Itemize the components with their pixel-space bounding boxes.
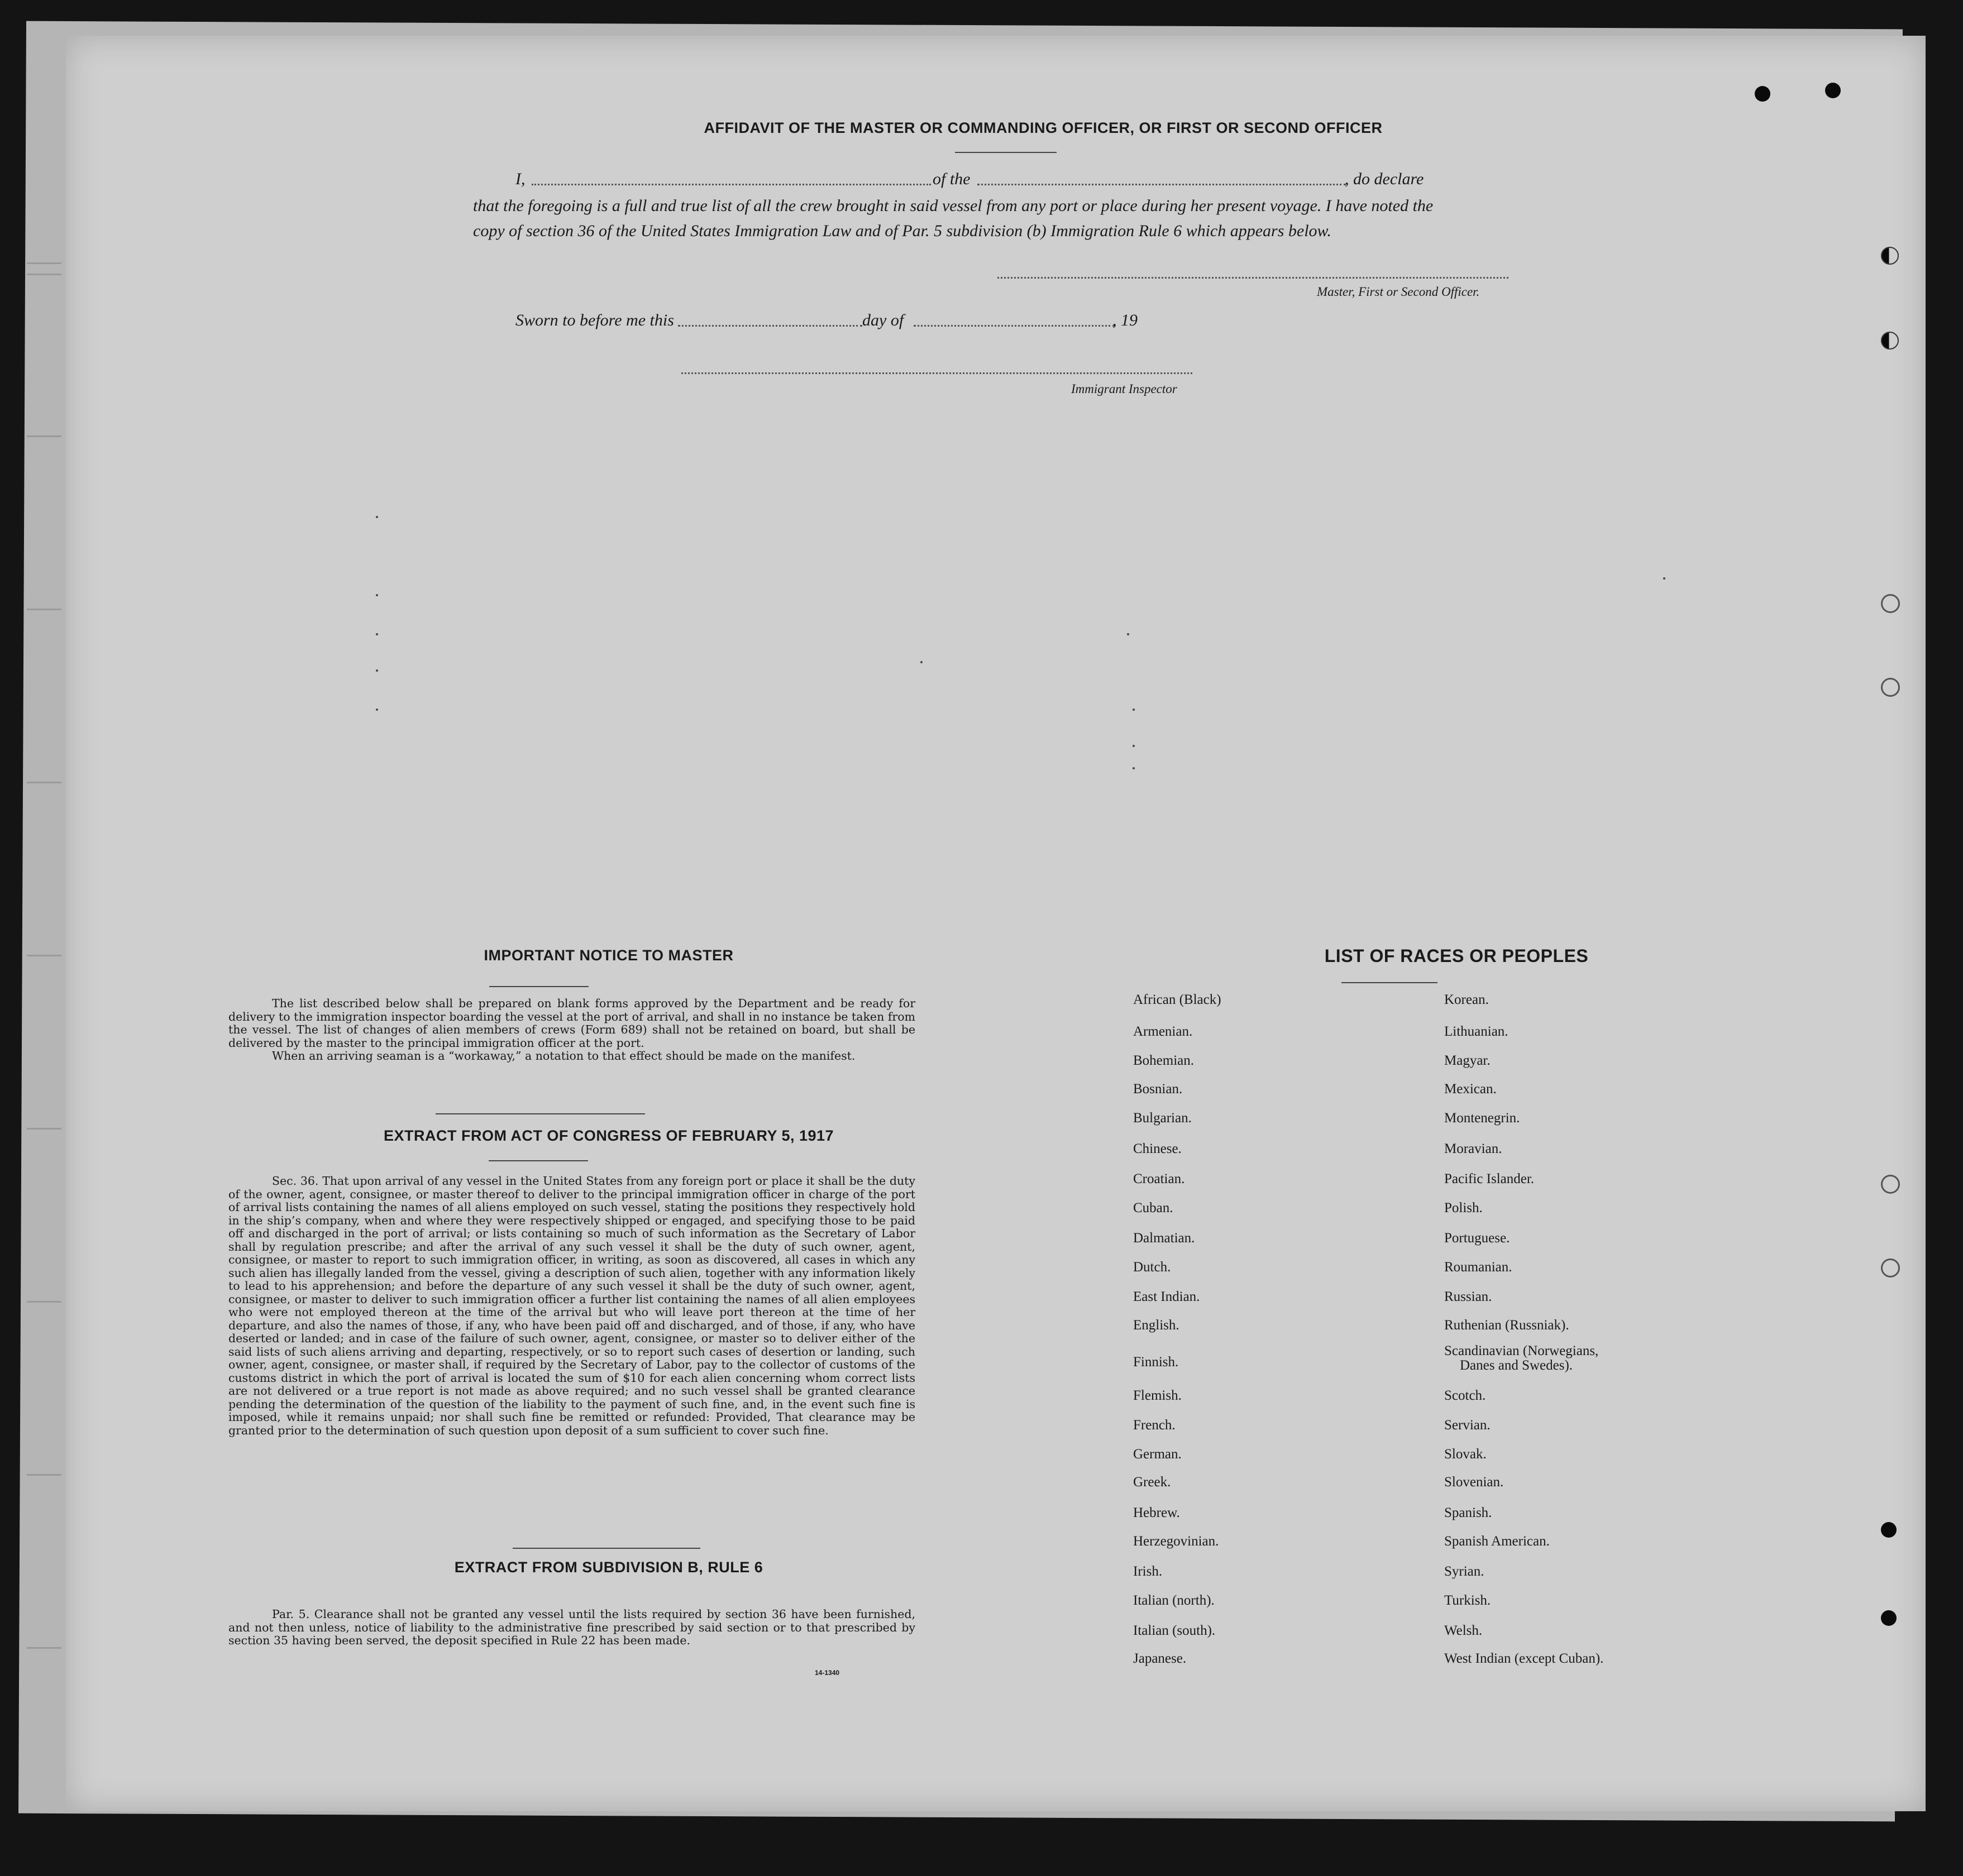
race-item: Danes and Swedes).	[1460, 1358, 1573, 1373]
sworn-month-blank[interactable]	[914, 325, 1115, 327]
race-item: East Indian.	[1133, 1289, 1200, 1304]
race-item: Korean.	[1444, 992, 1489, 1007]
form-page	[66, 36, 1926, 1811]
race-item: Welsh.	[1444, 1623, 1483, 1638]
race-item: Slovenian.	[1444, 1475, 1504, 1490]
race-item: Chinese.	[1133, 1141, 1182, 1156]
race-item: Cuban.	[1133, 1200, 1173, 1215]
notice-title: IMPORTANT NOTICE TO MASTER	[484, 947, 734, 964]
day-of-label: day of	[862, 311, 904, 329]
race-item: Italian (south).	[1133, 1623, 1216, 1638]
punch-hole	[1881, 1610, 1897, 1626]
race-item: Dutch.	[1133, 1260, 1171, 1275]
affidavit-line-3: copy of section 36 of the United States Immigration Law and of Par. 5 subdivision (b) Immigration Rule 6 which appears below.	[473, 222, 1331, 240]
race-item: Hebrew.	[1133, 1505, 1180, 1520]
sworn-day-blank[interactable]	[678, 325, 862, 327]
master-signature-label: Master, First or Second Officer.	[1317, 285, 1480, 299]
extract-act-text	[228, 1175, 915, 1437]
race-item: Bohemian.	[1133, 1053, 1195, 1068]
affidavit-title: AFFIDAVIT OF THE MASTER OR COMMANDING OFFICER, OR FIRST OR SECOND OFFICER	[704, 119, 1383, 136]
race-item: Spanish.	[1444, 1505, 1492, 1520]
race-item: French.	[1133, 1418, 1176, 1433]
sworn-label: Sworn to before me this	[515, 311, 674, 329]
race-item: Scandinavian (Norwegians,	[1444, 1343, 1599, 1358]
notice-text	[228, 997, 915, 1063]
race-item: Mexican.	[1444, 1081, 1497, 1097]
year-label: , 19	[1112, 311, 1138, 329]
punch-hole	[1881, 678, 1900, 697]
race-item: Magyar.	[1444, 1053, 1491, 1068]
race-item: German.	[1133, 1447, 1182, 1462]
race-item: Flemish.	[1133, 1388, 1182, 1403]
race-item: Montenegrin.	[1444, 1111, 1520, 1126]
race-item: Ruthenian (Russniak).	[1444, 1318, 1569, 1333]
race-item: Bulgarian.	[1133, 1111, 1192, 1126]
form-number: 14-1340	[815, 1669, 840, 1677]
notice-paragraph-1: The list described below shall be prepared on blank forms approved by the Department and be ready for delivery to the immigration inspector boarding the vessel at the port of arrival, and shall in no instance be taken from the vessel. The list of changes of alien members of crews (Form 689) shall not be retained on board, but shall be delivered by the master to the principal immigration officer at the port.	[228, 997, 915, 1050]
race-item: Greek.	[1133, 1475, 1171, 1490]
race-item: Dalmatian.	[1133, 1231, 1195, 1246]
race-item: Finnish.	[1133, 1355, 1179, 1370]
extract-rule-text	[228, 1608, 915, 1648]
par-5-text: Par. 5. Clearance shall not be granted any vessel until the lists required by section 36 have been furnished, and not then unless, notice of liability to the administrative fine prescribed by said section or to that prescribed by section 35 having been served, the deposit specified in Rule 22 has been made.	[228, 1607, 915, 1647]
punch-hole	[1881, 247, 1899, 265]
punch-hole	[1881, 332, 1899, 350]
race-item: Scotch.	[1444, 1388, 1486, 1403]
race-item: Servian.	[1444, 1418, 1491, 1433]
punch-hole	[1881, 1522, 1897, 1538]
race-item: Bosnian.	[1133, 1081, 1183, 1097]
notice-paragraph-2: When an arriving seaman is a “workaway,” a notation to that effect should be made on the manifest.	[272, 1049, 856, 1063]
master-signature-blank[interactable]	[997, 277, 1508, 279]
section-36-text: Sec. 36. That upon arrival of any vessel in the United States from any foreign port or place it shall be the duty of the owner, agent, consignee, or master thereof to deliver to the principal immigration officer in charge of the port of arrival lists containing the names of all aliens employed on such vessel, stating the positions they respectively hold in the ship’s company, when and where they were respectively shipped or engaged, and specifying those to be paid off and discharged in the port of arrival; or lists containing so much of such information as the Secretary of Labor shall by regulation prescribe; and after the arrival of any such vessel it shall be the duty of such owner, agent, consignee, or master to report to such immigration officer, in writing, as soon as discovered, all cases in which any such alien has illegally landed from the vessel, giving a description of such alien, together with any information likely to lead to his apprehension; and before the departure of any such vessel it shall be the duty of such owner, agent, consignee, or master to deliver to such immigration officer a further list containing the names of all alien employees who were not employed thereon at the time of the arrival but who will leave port thereon at the time of her departure, and also the names of those, if any, who have been paid off and discharged, and of those, if any, who have deserted or landed; and in case of the failure of such owner, agent, consignee, or master so to deliver either of the said lists of such aliens arriving and departing, respectively, or so to report such cases of desertion or landing, such owner, agent, consignee, or master shall, if required by the Secretary of Labor, pay to the collector of customs of the customs district in which the port of arrival is located the sum of $10 for each alien concerning whom correct lists are not delivered or a true report is not made as above required; and no such vessel shall be granted clearance pending the determination of the question of the liability to the payment of such fine, and, in the event such fine is imposed, while it remains unpaid; nor shall such fine be remitted or refunded: Provided, That clearance may be granted prior to the determination of such question upon deposit of a sum sufficient to cover such fine.	[228, 1174, 915, 1437]
inspector-signature-blank[interactable]	[681, 372, 1192, 374]
punch-hole	[1881, 594, 1900, 613]
race-item: Italian (north).	[1133, 1593, 1215, 1608]
races-title: LIST OF RACES OR PEOPLES	[1324, 946, 1589, 966]
race-item: Japanese.	[1133, 1651, 1187, 1666]
race-item: Lithuanian.	[1444, 1024, 1508, 1039]
race-item: Slovak.	[1444, 1447, 1487, 1462]
affidavit-of-the-label: of the	[933, 170, 971, 188]
extract-rule-title: EXTRACT FROM SUBDIVISION B, RULE 6	[454, 1559, 763, 1576]
race-item: Spanish American.	[1444, 1534, 1550, 1549]
race-item: West Indian (except Cuban).	[1444, 1651, 1604, 1666]
inspector-label: Immigrant Inspector	[1071, 382, 1177, 396]
race-item: Portuguese.	[1444, 1231, 1510, 1246]
punch-hole	[1881, 1175, 1900, 1194]
race-item: Pacific Islander.	[1444, 1171, 1535, 1186]
race-item: Irish.	[1133, 1564, 1163, 1579]
race-item: Armenian.	[1133, 1024, 1193, 1039]
race-item: Roumanian.	[1444, 1260, 1512, 1275]
race-item: Russian.	[1444, 1289, 1492, 1304]
race-item: African (Black)	[1133, 992, 1221, 1007]
race-item: Syrian.	[1444, 1564, 1484, 1579]
punch-hole	[1881, 1258, 1900, 1277]
left-binding-edge	[0, 0, 67, 1876]
affidavit-declare-label: , do declare	[1345, 170, 1424, 188]
race-item: Turkish.	[1444, 1593, 1491, 1608]
extract-act-title: EXTRACT FROM ACT OF CONGRESS OF FEBRUARY 5, 1917	[383, 1127, 834, 1144]
race-item: English.	[1133, 1318, 1179, 1333]
race-item: Croatian.	[1133, 1171, 1185, 1186]
race-item: Polish.	[1444, 1200, 1483, 1215]
affidavit-line-2: that the foregoing is a full and true list of all the crew brought in said vessel from any port or place during her present voyage. I have noted the	[473, 197, 1434, 215]
name-blank[interactable]	[532, 184, 931, 185]
affidavit-i-label: I,	[515, 170, 526, 188]
race-item: Moravian.	[1444, 1141, 1502, 1156]
race-item: Herzegovinian.	[1133, 1534, 1219, 1549]
punch-hole	[1755, 86, 1770, 102]
punch-hole	[1825, 83, 1841, 98]
vessel-blank[interactable]	[977, 184, 1346, 185]
